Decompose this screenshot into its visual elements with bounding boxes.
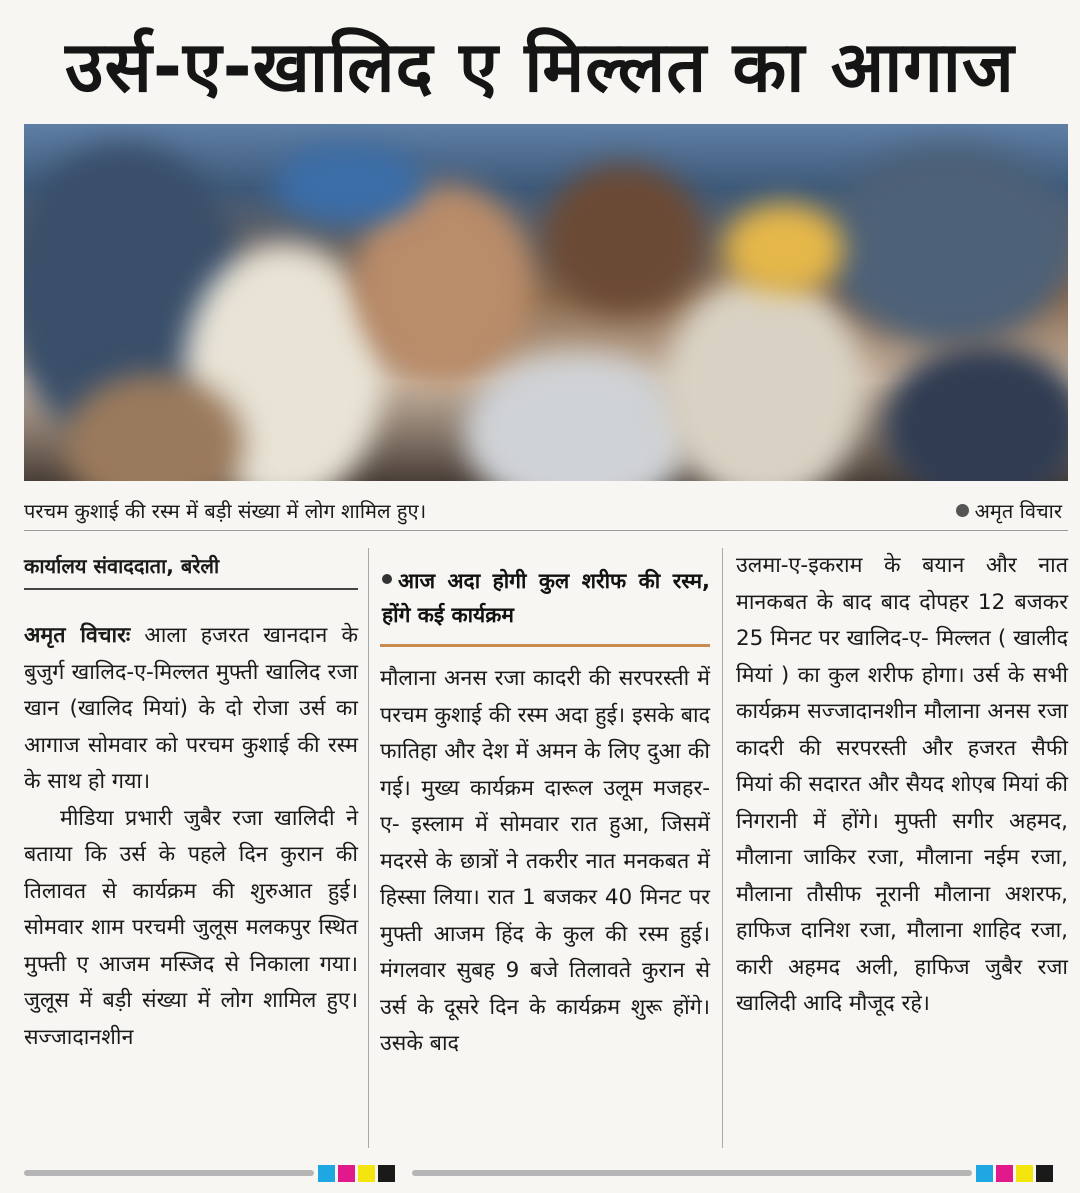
cyan-swatch [976, 1165, 993, 1182]
highlight-text: आज अदा होगी कुल शरीफ की रस्म, होंगे कई कार्यक्रम [382, 569, 710, 627]
column-divider [368, 548, 369, 1148]
yellow-swatch [1016, 1165, 1033, 1182]
highlight-box [380, 554, 710, 647]
article-column-2 [380, 548, 710, 1063]
article-column-1 [24, 548, 358, 1056]
bullet-icon [956, 504, 969, 517]
cyan-swatch [318, 1165, 335, 1182]
paragraph: मौलाना अनस रजा कादरी की सरपरस्ती में परचम कुशाई की रस्म अदा हुई। इसके बाद फातिहा और देश में अमन के लिए दुआ की गई। मुख्य कार्यक्रम दारूल उलूम मजहर-ए- इस्लाम में सोमवार रात हुआ, जिसमें मदरसे के छात्रों ने तकरीर नात मनकबत में हिस्सा लिया। रात 1 बजकर 40 मिनट पर मुफ्ती आजम हिंद के कुल की रस्म हुई। मंगलवार सुबह 9 बजे तिलावते कुरान से उर्स के दूसरे दिन के कार्यक्रम शुरू होंगे। उसके बाद [380, 666, 710, 1056]
paragraph [24, 618, 358, 801]
yellow-swatch [358, 1165, 375, 1182]
photo-caption: परचम कुशाई की रस्म में बड़ी संख्या में लोग शामिल हुए। [24, 499, 427, 523]
byline: कार्यालय संवाददाता, बरेली [24, 548, 358, 590]
print-registration-strip [0, 1160, 1080, 1186]
paragraph: मीडिया प्रभारी जुबैर रजा खालिदी ने बताया कि उर्स के पहले दिन कुरान की तिलावत से कार्यक्रम की शुरुआत हुई। सोमवार शाम परचमी जुलूस मलकपुर स्थित मुफ्ती ए आजम मस्जिद से निकाला गया। जुलूस में बड़ी संख्या में लोग शामिल हुए। सज्जादानशीन [24, 805, 358, 1050]
headline: उर्स-ए-खालिद ए मिल्लत का आगाज [65, 26, 1015, 108]
color-registration-marks [318, 1165, 398, 1179]
paragraph-text: आला हजरत खानदान के बुजुर्ग खालिद-ए-मिल्लत मुफ्ती खालिद रजा खान (खालिद मियां) के दो रोजा उर्स का आगाज सोमवार को परचम कुशाई की रस्म के साथ हो गया। [24, 623, 358, 794]
bullet-icon [382, 574, 392, 584]
crowd-photo [24, 124, 1068, 481]
photo-credit-text: अमृत विचार [974, 499, 1062, 523]
black-swatch [1036, 1165, 1053, 1182]
color-registration-marks [976, 1165, 1056, 1179]
registration-bar [412, 1170, 972, 1176]
black-swatch [378, 1165, 395, 1182]
registration-bar [24, 1170, 314, 1176]
dateline: अमृत विचारः [24, 623, 131, 648]
magenta-swatch [996, 1165, 1013, 1182]
column-divider [722, 548, 723, 1148]
photo-credit [956, 492, 1062, 530]
photo-caption-bar [24, 492, 1068, 531]
paragraph: उलमा-ए-इकराम के बयान और नात मानकबत के बाद बाद दोपहर 12 बजकर 25 मिनट पर खालिद-ए- मिल्लत ( खालीद मियां ) का कुल शरीफ होगा। उर्स के सभी कार्यक्रम सज्जादानशीन मौलाना अनस रजा कादरी की सरपरस्ती और हजरत सैफी मियां की सदारत और सैयद शोएब मियां की निगरानी में होंगे। मुफ्ती सगीर अहमद, मौलाना जाकिर रजा, मौलाना नईम रजा, मौलाना तौसीफ नूरानी मौलाना अशरफ, हाफिज दानिश रजा, मौलाना शाहिद रजा, कारी अहमद अली, हाफिज जुबैर रजा खालिदी आदि मौजूद रहे। [736, 553, 1068, 1016]
magenta-swatch [338, 1165, 355, 1182]
article-column-3 [736, 548, 1068, 1023]
